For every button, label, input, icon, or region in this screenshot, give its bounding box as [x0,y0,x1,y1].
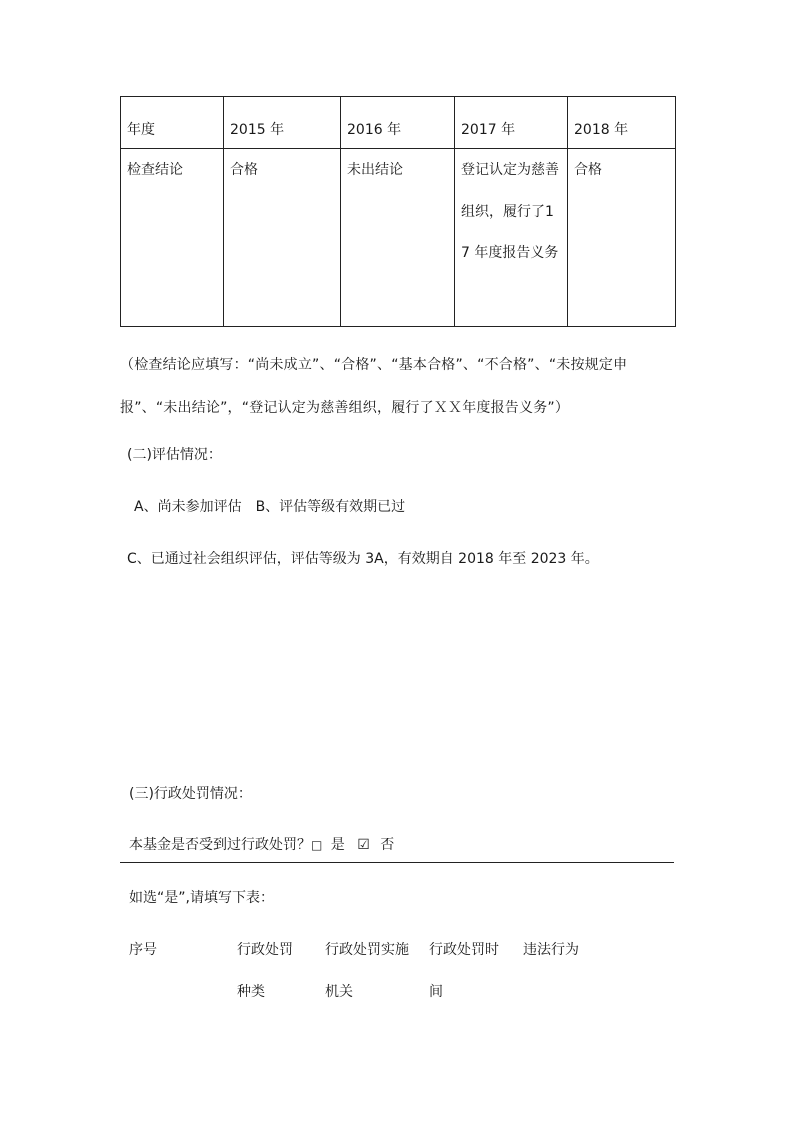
penalty-heading: (三)行政处罚情况： [129,786,252,802]
header-2017: 2017 年 [455,97,568,149]
no-checkbox[interactable]: ☑ [357,837,370,853]
penalty-question-line [129,834,394,854]
penalty-question: 本基金是否受到过行政处罚？ [129,837,311,853]
header-2018: 2018 年 [568,97,676,149]
col-penalty-time-cont: 间 [429,984,443,1000]
col-penalty-type-cont: 种类 [237,984,265,1000]
no-label: 否 [380,837,395,853]
col-penalty-authority: 行政处罚实施 [325,942,409,958]
col-penalty-authority-cont: 机关 [325,984,353,1000]
cell-2018: 合格 [568,149,676,327]
table-row [121,149,676,327]
table-header-row [121,97,676,149]
cell-2015: 合格 [224,149,341,327]
header-year: 年度 [121,97,224,149]
evaluation-heading: (二)评估情况： [127,447,222,463]
evaluation-option-c: C、已通过社会组织评估，评估等级为 3A，有效期自 2018 年至 2023 年。 [127,551,599,567]
col-penalty-time: 行政处罚时 [429,942,499,958]
col-violation: 违法行为 [523,942,579,958]
header-2015: 2015 年 [224,97,341,149]
inspection-table [120,96,676,327]
row-label: 检查结论 [121,149,224,327]
cell-2016: 未出结论 [341,149,455,327]
inspection-note: （检查结论应填写：“尚未成立”、“合格”、“基本合格”、“不合格”、“未按规定申报”、“未出结论”，“登记认定为慈善组织，履行了ＸＸ年度报告义务”） [120,357,628,416]
col-penalty-type: 行政处罚 [237,942,293,958]
col-serial: 序号 [129,942,157,958]
penalty-instruction: 如选“是”,请填写下表： [129,890,274,906]
yes-checkbox[interactable]: □ [311,838,323,852]
header-2016: 2016 年 [341,97,455,149]
yes-label: 是 [330,837,345,853]
evaluation-options-ab: A、尚未参加评估 B、评估等级有效期已过 [134,499,406,515]
divider [120,862,674,863]
cell-2017: 登记认定为慈善组织，履行了17 年度报告义务 [455,149,568,327]
